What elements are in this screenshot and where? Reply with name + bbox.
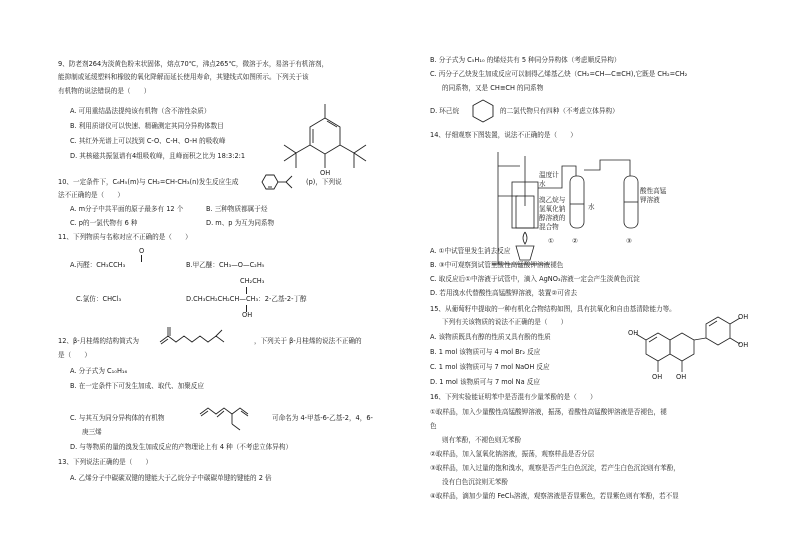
q14-num-3: ③ bbox=[626, 237, 632, 245]
q11-a-bond bbox=[141, 255, 142, 262]
cyclohexane-icon bbox=[470, 98, 496, 124]
q16-line-5: ③取样品，加入过量的饱和溴水，观察是否产生白色沉淀，若产生白色沉淀则有苯酚， bbox=[430, 464, 680, 472]
q11-stem: 11、下列物质与名称对应不正确的是（ ） bbox=[58, 233, 192, 241]
q16-line-3: 则有苯酚，不褪色则无苯酚 bbox=[442, 436, 522, 444]
q14-label-mix-4: 混合物 bbox=[539, 223, 559, 231]
q14-label-water-1: 水 bbox=[539, 180, 546, 188]
q12-option-b: B. 在一定条件下可发生加成、取代、加聚反应 bbox=[70, 382, 204, 390]
q10-product-structure bbox=[258, 172, 302, 194]
q10-option-d: D. m、p 为互为同系物 bbox=[206, 219, 275, 227]
q15-oh-3: OH bbox=[676, 373, 687, 381]
q13-stem: 13、下列说法正确的是（ ） bbox=[58, 458, 153, 466]
q16-line-1: ①取样品，加入少量酸性高锰酸钾溶液，振荡，看酸性高锰酸钾溶液是否褪色，褪 bbox=[430, 408, 667, 416]
q15-option-b: B. 1 mol 该物质可与 4 mol Br₂ 反应 bbox=[430, 348, 541, 356]
q11-option-c: C.氯仿：CHCl₃ bbox=[76, 295, 122, 303]
q14-stem: 14、仔细观察下图装置，说法不正确的是（ ） bbox=[430, 131, 577, 139]
q14-option-d: D. 若用溴水代替酸性高锰酸钾溶液，装置②可省去 bbox=[430, 289, 578, 297]
q11-d-ethyl: CH₂CH₃ bbox=[240, 277, 265, 285]
q14-apparatus-diagram bbox=[490, 146, 660, 276]
q15-oh-2: OH bbox=[652, 373, 663, 381]
q12-option-a: A. 分子式为 C₁₀H₁₆ bbox=[70, 367, 128, 375]
q15-option-d: D. 1 mol 该物质可与 7 mol Na 反应 bbox=[430, 378, 540, 386]
q15-oh-1: OH bbox=[628, 329, 639, 337]
q12-stem-c: 是（ ） bbox=[58, 351, 91, 359]
q10-option-c: C. p的一氯代物有 6 种 bbox=[70, 219, 138, 227]
q12-myrcene-structure bbox=[158, 324, 254, 350]
q11-d-bond-up bbox=[246, 287, 247, 294]
q9-option-d: D. 其核磁共振氢谱有4组吸收峰，且峰面积之比为 18:3:2:1 bbox=[70, 152, 246, 160]
q9-option-c: C. 其红外光谱上可以找到 C-O、C-H、O-H 的吸收峰 bbox=[70, 137, 226, 145]
q16-line-2: 色 bbox=[430, 422, 437, 430]
q13-option-d-a: D. 环己烷 bbox=[430, 107, 460, 115]
q14-label-kmno4-2: 钾溶液 bbox=[640, 196, 660, 204]
q11-option-a: A.丙醛：CH₃CCH₃ bbox=[70, 261, 126, 269]
q10-line-2: 法不正确的是（ ） bbox=[58, 191, 124, 199]
q15-oh-5: OH bbox=[738, 341, 749, 349]
q11-option-d: D.CH₃CH₂CH₂CH—CH₃：2-乙基-2-丁醇 bbox=[186, 295, 307, 303]
q11-d-oh: OH bbox=[242, 311, 253, 319]
q10-line-1b: (p)，下列说 bbox=[306, 178, 342, 186]
q15-option-a: A. 该物质既具有醇的性质又具有酚的性质 bbox=[430, 333, 551, 341]
q12-stem-b: ，下列关于 β-月桂烯的说法不正确的 bbox=[254, 337, 362, 345]
q10-option-a: A. m分子中共平面的原子最多有 12 个 bbox=[70, 205, 184, 213]
q9-option-a: A. 可用重结晶法提纯该有机物（含不溶性杂质） bbox=[70, 107, 211, 115]
q14-label-mix-3: 醇溶液的 bbox=[539, 214, 566, 222]
q14-num-1: ① bbox=[548, 237, 554, 245]
q14-num-2: ② bbox=[572, 237, 578, 245]
q15-stem-2: 下列有关该物质的说法不正确的是（ ） bbox=[442, 318, 568, 326]
q14-label-mix-2: 氢氧化钠 bbox=[539, 205, 566, 213]
q12-isomer-structure bbox=[198, 400, 258, 436]
q16-line-7: ④取样品，滴加少量的 FeCl₃溶液，观察溶液是否显紫色，若显紫色则有苯酚，若不显 bbox=[430, 492, 679, 500]
q16-line-4: ②取样品，加入氢氧化钠溶液，振荡，观察样品是否分层 bbox=[430, 450, 595, 458]
q15-option-c: C. 1 mol 该物质可与 7 mol NaOH 反应 bbox=[430, 363, 550, 371]
q9-option-b: B. 利用质谱仪可以快速、精确测定其同分异构体数目 bbox=[70, 122, 224, 130]
q12-option-c: C. 与其互为同分异构体的有机物 bbox=[70, 414, 165, 422]
q15-catechin-structure bbox=[626, 310, 752, 392]
q14-option-b: B. ③中可观察到试管里酸性高锰酸钾溶液褪色 bbox=[430, 261, 564, 269]
q16-stem: 16、下列实验能证明苯中是否混有少量苯酚的是（ ） bbox=[430, 393, 597, 401]
q13-option-d-b: 的二氯代物只有四种（不考虑立体异构） bbox=[500, 107, 619, 115]
q10-line-1a: 10、一定条件下，C₆H₅(m)与 CH₂=CH-CH₃(n)发生反应生成 bbox=[58, 178, 239, 186]
q11-a-oxygen: O bbox=[139, 247, 145, 255]
q10-option-b: B. 三种物质都属于烃 bbox=[206, 205, 268, 213]
q9-line-2: 能抑制或延缓塑料和橡胶的氧化降解而延长使用寿命，其键线式如图所示。下列关于该 bbox=[58, 73, 309, 81]
q11-option-b: B.甲乙醚：CH₃—O—C₂H₅ bbox=[186, 261, 265, 269]
q14-option-c: C. 取反应后①中溶液于试管中，滴入 AgNO₃溶液一定会产生淡黄色沉淀 bbox=[430, 275, 640, 283]
q9-line-3: 有机物的说法错误的是（ ） bbox=[58, 87, 151, 95]
q9-oh-label: OH bbox=[320, 169, 331, 177]
q14-option-a: A. ①中试管里发生消去反应 bbox=[430, 247, 511, 255]
q12-stem-a: 12、β-月桂烯的结构简式为 bbox=[58, 337, 139, 345]
q12-option-c-name: 可命名为 4-甲基-6-乙基-2，4，6- bbox=[272, 414, 373, 422]
q13-option-a: A. 乙烯分子中碳碳双键的键能大于乙烷分子中碳碳单键的键能的 2 倍 bbox=[70, 474, 272, 482]
q14-label-thermometer: 温度计 bbox=[539, 171, 559, 179]
q14-label-kmno4-1: 酸性高锰 bbox=[640, 187, 667, 195]
q16-line-6: 没有白色沉淀则无苯酚 bbox=[442, 478, 508, 486]
q14-label-mix-1: 溴乙烷与 bbox=[539, 196, 566, 204]
q12-option-d: D. 与等物质的量的溴发生加成反应的产物理论上有 4 种（不考虑立体异构） bbox=[70, 443, 293, 451]
q9-line-1: 9、防老剂264为淡黄色粉末状固体，熔点70℃，沸点265℃，微溶于水，易溶于有机溶剂， bbox=[58, 60, 329, 68]
q15-oh-4: OH bbox=[738, 313, 749, 321]
q13-option-b: B. 分子式为 C₅H₁₀ 的烯烃共有 5 种同分异构体（考虑顺反异构） bbox=[430, 56, 621, 64]
q12-option-c-name-cont: 庚三烯 bbox=[82, 428, 102, 436]
q14-label-water-2: 水 bbox=[588, 203, 595, 211]
q13-option-c-cont: 的同系物，又是 CH≡CH 的同系物 bbox=[442, 84, 544, 92]
q15-stem-1: 15、从葡萄籽中提取的一种有机化合物结构如图，具有抗氧化和自由基清除能力等。 bbox=[430, 305, 676, 313]
q13-option-c: C. 丙分子乙炔发生加成反应可以制得乙烯基乙炔（CH₂=CH—C≡CH),它既是 CH₂=CH₂ bbox=[430, 70, 688, 78]
